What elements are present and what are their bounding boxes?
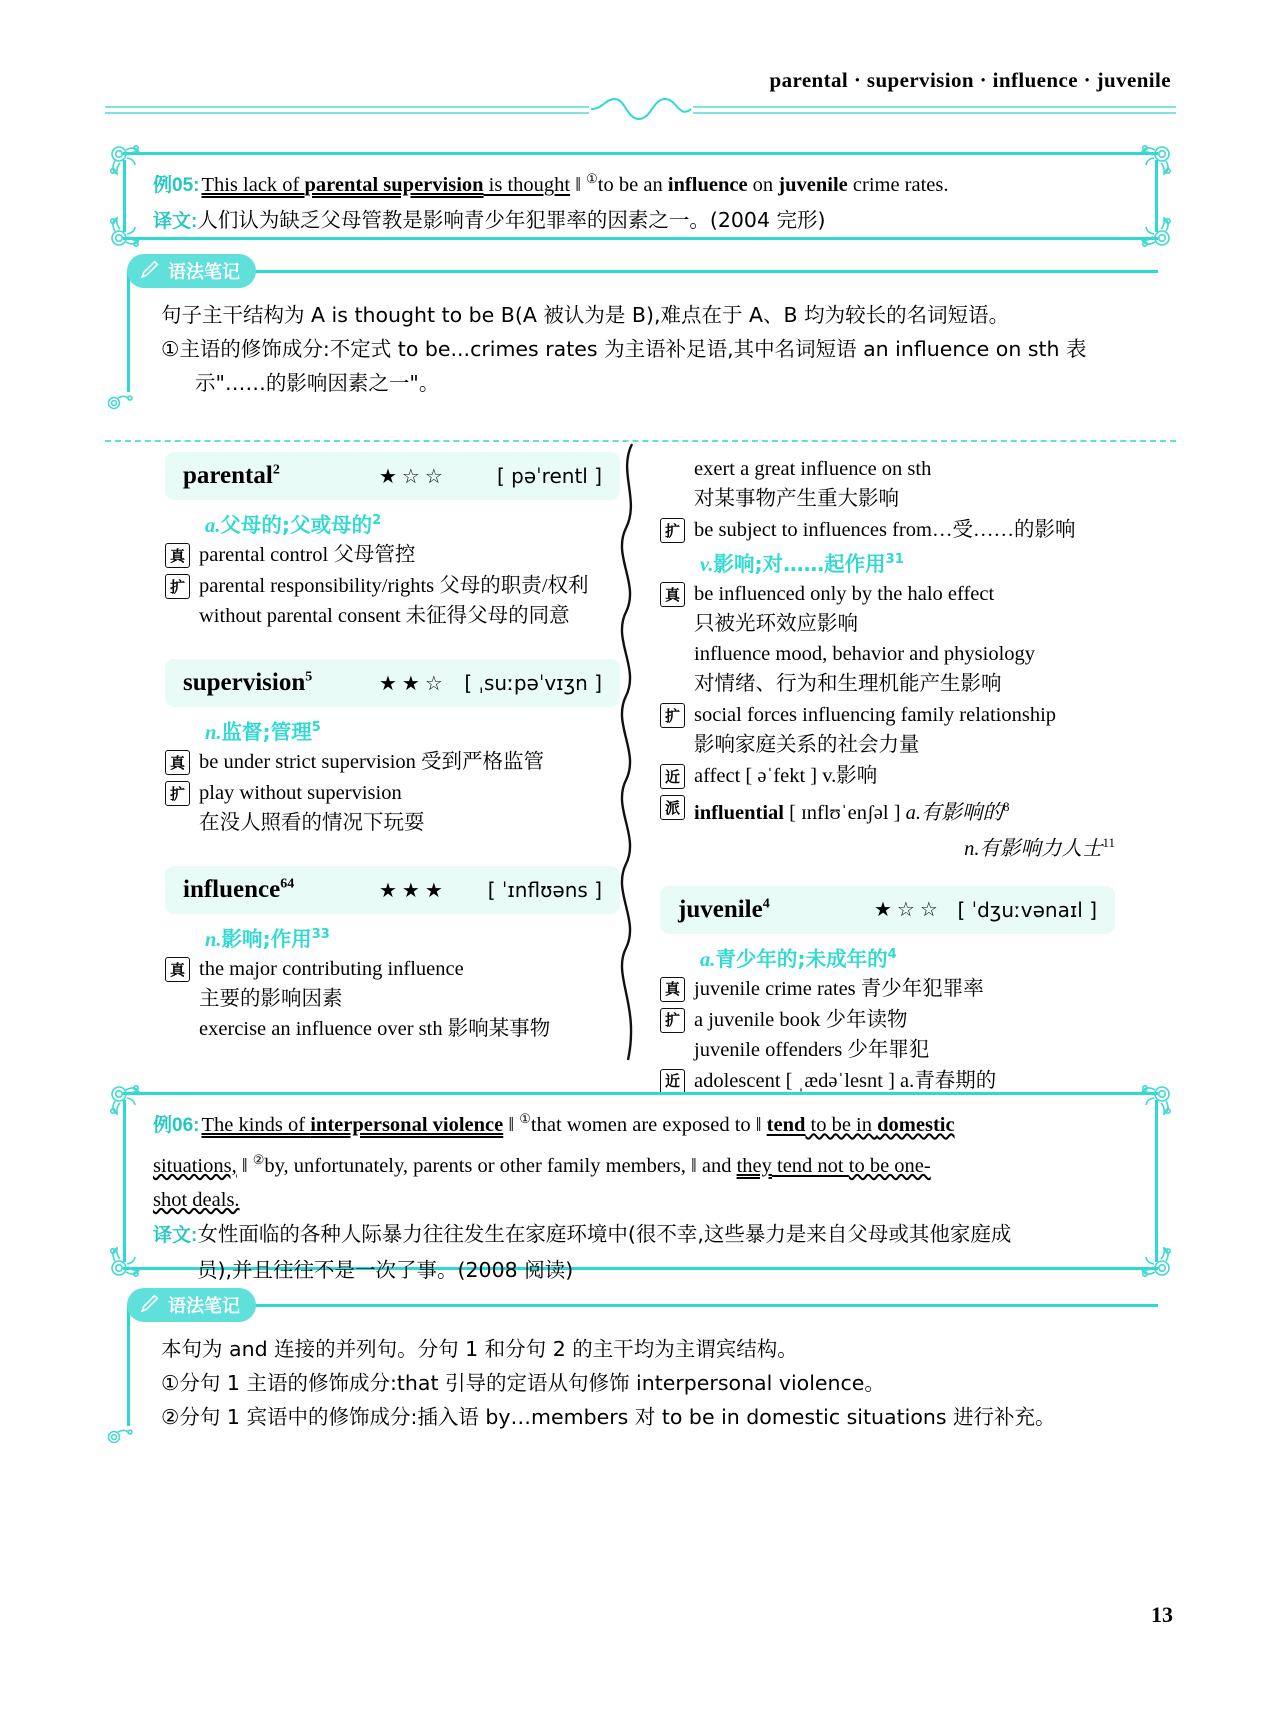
sentence-seg: and <box>701 1154 737 1177</box>
usage-entry <box>165 954 620 984</box>
grammar-note-05 <box>105 254 1176 402</box>
sentence-seg: to be an <box>597 173 668 196</box>
grammar-note-line: ①主语的修饰成分:不定式 to be...crimes rates 为主语补足语,其中名词短语 an influence on sth 表 <box>161 337 1087 361</box>
marker-1: ① <box>586 171 598 186</box>
mark-real-exam-icon: 真 <box>165 957 190 982</box>
usage-text: be subject to influences from…受……的影响 <box>694 519 1076 541</box>
usage-entry <box>660 1005 1115 1035</box>
vocabulary-section <box>105 452 1176 1092</box>
usage-text: 影响家庭关系的社会力量 <box>694 734 920 756</box>
usage-entry <box>660 974 1115 1004</box>
sentence-seg-bold: influence <box>667 173 748 196</box>
sentence-seg: on <box>747 173 779 196</box>
mark-extension-icon: 扩 <box>660 703 685 728</box>
usage-text: juvenile offenders 少年罪犯 <box>694 1038 930 1061</box>
grammar-note-line: 句子主干结构为 A is thought to be B(A 被认为是 B),难点在于 A、B 均为较长的名词短语。 <box>161 303 1010 327</box>
word-header <box>165 452 620 500</box>
usage-entry <box>165 540 620 570</box>
usage-text: parental control 父母管控 <box>199 544 416 566</box>
usage-entry <box>660 579 1115 609</box>
sentence-seg-bold: parental supervision <box>304 173 484 196</box>
sentence-seg: situations, <box>153 1154 237 1177</box>
usage-text: affect [ əˈfekt ] v.影响 <box>694 765 878 787</box>
mark-extension-icon: 扩 <box>165 781 190 806</box>
pen-icon <box>139 258 161 285</box>
mark-synonym-icon: 近 <box>660 1069 685 1094</box>
sentence-seg: The kinds of <box>201 1113 311 1136</box>
mark-extension-icon: 扩 <box>165 574 190 599</box>
usage-text: be under strict supervision 受到严格监管 <box>199 751 545 773</box>
example-06-box <box>105 1086 1176 1282</box>
vocab-column-right <box>660 452 1115 1096</box>
derivative-sense-2: n.有影响力人士$^{11}$ <box>964 834 1115 860</box>
phonetic: [ ˈɪnflʊəns ] <box>487 878 602 902</box>
usage-text: exercise an influence over sth 影响某事物 <box>199 1018 551 1040</box>
clause-separator: ‖ <box>236 1154 253 1177</box>
example-05-label: 例05 <box>153 174 194 196</box>
running-head: parental · supervision · influence · juvenile <box>769 68 1171 92</box>
mark-extension-icon: 扩 <box>660 1008 685 1033</box>
headword: supervision$^5$ <box>183 669 313 696</box>
translation-label: 译文 <box>153 210 192 232</box>
grammar-note-title: 语法笔记 <box>168 262 240 283</box>
mark-real-exam-icon: 真 <box>165 750 190 775</box>
vocab-entry-parental <box>165 452 620 631</box>
usage-entry <box>165 778 620 808</box>
grammar-note-badge <box>127 254 256 288</box>
example-05-sentence: 例05:This lack of parental supervision is thought ‖ ①to be an influence on juvenile crime rates. <box>153 171 949 196</box>
sentence-seg: This lack of <box>201 173 305 196</box>
vocab-entry-influence <box>165 866 620 1044</box>
sentence-seg: is thought <box>483 173 571 196</box>
derivative-text: influential [ ɪnflʊˈenʃəl ] a.有影响的$^8$ <box>694 799 1010 824</box>
usage-text: 在没人照看的情况下玩耍 <box>199 812 425 834</box>
difficulty-stars: ★★☆ <box>379 672 448 695</box>
clause-separator: ‖ <box>570 173 587 196</box>
derivative-entry <box>660 792 1115 828</box>
phonetic: [ pəˈrentl ] <box>497 464 602 488</box>
sentence-seg: shot deals. <box>153 1188 240 1211</box>
word-header <box>165 866 620 914</box>
phonetic: [ ˌsuːpəˈvɪʒn ] <box>464 671 602 695</box>
headword: influence$^{64}$ <box>183 876 295 903</box>
sentence-seg: that women are exposed to <box>530 1113 751 1136</box>
usage-entry <box>165 747 620 777</box>
word-header <box>660 886 1115 934</box>
sentence-seg: by, unfortunately, parents or other family members, <box>264 1154 686 1177</box>
usage-entry <box>660 700 1115 730</box>
usage-text: adolescent [ ˌædəˈlesnt ] a.青春期的 <box>694 1069 997 1092</box>
sentence-seg: crime rates. <box>847 173 949 196</box>
phonetic: [ ˈdʒuːvənaɪl ] <box>957 897 1097 922</box>
mark-synonym-icon: 近 <box>660 764 685 789</box>
usage-text: a juvenile book 少年读物 <box>694 1008 908 1031</box>
difficulty-stars: ★☆☆ <box>379 465 448 488</box>
grammar-note-06 <box>105 1288 1176 1436</box>
sentence-seg-bold: tend <box>766 1113 806 1136</box>
clause-separator: ‖ <box>503 1113 520 1136</box>
sentence-seg: to be in <box>805 1113 878 1136</box>
vocab-entry-juvenile <box>660 886 1115 1096</box>
usage-text: 主要的影响因素 <box>199 988 343 1010</box>
example-06-line-1: 例06:The kinds of interpersonal violence ‖ ①that women are exposed to ‖ tend to be in domestic <box>153 1111 955 1136</box>
usage-text: without parental consent 未征得父母的同意 <box>199 605 570 627</box>
word-header <box>165 659 620 707</box>
usage-text: juvenile crime rates 青少年犯罪率 <box>694 977 984 1000</box>
mark-derivative-icon: 派 <box>660 795 685 820</box>
headword: juvenile$^4$ <box>678 895 770 923</box>
example-05-translation-row: 译文:人们认为缺乏父母管教是影响青少年犯罪率的因素之一。(2004 完形) <box>153 207 826 232</box>
usage-text: play without supervision <box>199 782 402 804</box>
usage-entry <box>660 515 1115 545</box>
grammar-note-line: ①分句 1 主语的修饰成分:that 引导的定语从句修饰 interpersonal violence。 <box>161 1371 885 1395</box>
usage-entry <box>660 761 1115 791</box>
sentence-seg: to be one- <box>848 1154 931 1177</box>
sentence-seg-bold: interpersonal violence <box>310 1113 504 1136</box>
pen-icon <box>139 1292 161 1319</box>
usage-text: 只被光环效应影响 <box>694 613 858 635</box>
vocab-column-left <box>165 452 620 1044</box>
grammar-note-title: 语法笔记 <box>168 1296 240 1317</box>
translation-label: 译文 <box>153 1224 192 1246</box>
vocab-entry-supervision <box>165 659 620 838</box>
marker-2: ② <box>252 1151 265 1167</box>
usage-text: influence mood, behavior and physiology <box>694 643 1036 665</box>
grammar-note-line: 示"……的影响因素之一"。 <box>195 371 440 395</box>
grammar-note-badge <box>127 1288 256 1322</box>
difficulty-stars: ★★★ <box>379 879 448 902</box>
example-06-translation-line-1: 女性面临的各种人际暴力往往发生在家庭环境中(很不幸,这些暴力是来自父母或其他家庭成 <box>197 1221 1012 1246</box>
clause-separator: ‖ <box>685 1154 702 1177</box>
example-05-translation: 人们认为缺乏父母管教是影响青少年犯罪率的因素之一。(2004 完形) <box>197 207 826 232</box>
example-06-label: 例06 <box>153 1114 194 1136</box>
sentence-seg-bold: domestic <box>877 1113 955 1136</box>
sentence-seg: they <box>736 1154 772 1177</box>
marker-1: ① <box>519 1111 531 1126</box>
usage-text: 对某事物产生重大影响 <box>694 488 899 510</box>
mark-real-exam-icon: 真 <box>660 582 685 607</box>
clause-separator: ‖ <box>750 1113 767 1136</box>
part-of-speech-meaning: n.监督;管理$^5$ <box>205 720 321 744</box>
page-number: 13 <box>1151 1602 1173 1627</box>
usage-text: be influenced only by the halo effect <box>694 583 995 605</box>
usage-entry <box>165 571 620 601</box>
mark-extension-icon: 扩 <box>660 518 685 543</box>
difficulty-stars: ★☆☆ <box>874 899 943 922</box>
mark-real-exam-icon: 真 <box>660 977 685 1002</box>
example-06-line-3 <box>153 1183 1120 1217</box>
example-05-box <box>105 146 1176 246</box>
usage-text: social forces influencing family relationship <box>694 704 1057 726</box>
part-of-speech-meaning: n.影响;作用$^{33}$ <box>205 927 330 951</box>
mark-real-exam-icon: 真 <box>165 543 190 568</box>
sentence-seg-bold: juvenile <box>778 173 848 196</box>
usage-text: the major contributing influence <box>199 958 464 980</box>
wave-ornament-icon <box>589 97 693 123</box>
part-of-speech-meaning: v.影响;对……起作用$^{31}$ <box>700 552 904 576</box>
usage-text: parental responsibility/rights 父母的职责/权利 <box>199 575 589 597</box>
example-06-translation-row: 译文:女性面临的各种人际暴力往往发生在家庭环境中(很不幸,这些暴力是来自父母或其他家庭成 <box>153 1221 1012 1246</box>
usage-text: 对情绪、行为和生理机能产生影响 <box>694 673 1002 695</box>
part-of-speech-meaning: a.父母的;父或母的$^2$ <box>205 513 382 537</box>
header-rule <box>105 103 1176 117</box>
example-06-line-2 <box>153 1143 1120 1183</box>
grammar-note-line: ②分句 1 宾语中的修饰成分:插入语 by…members 对 to be in domestic situations 进行补充。 <box>161 1405 1056 1429</box>
sentence-seg: tend not <box>771 1154 849 1177</box>
headword: parental$^2$ <box>183 462 280 489</box>
usage-text: exert a great influence on sth <box>694 458 932 480</box>
grammar-note-line: 本句为 and 连接的并列句。分句 1 和分句 2 的主干均为主谓宾结构。 <box>161 1337 798 1361</box>
example-06-translation-line-2: 员),并且往往不是一次了事。(2008 阅读) <box>197 1257 574 1282</box>
part-of-speech-meaning: a.青少年的;未成年的$^4$ <box>700 946 897 971</box>
